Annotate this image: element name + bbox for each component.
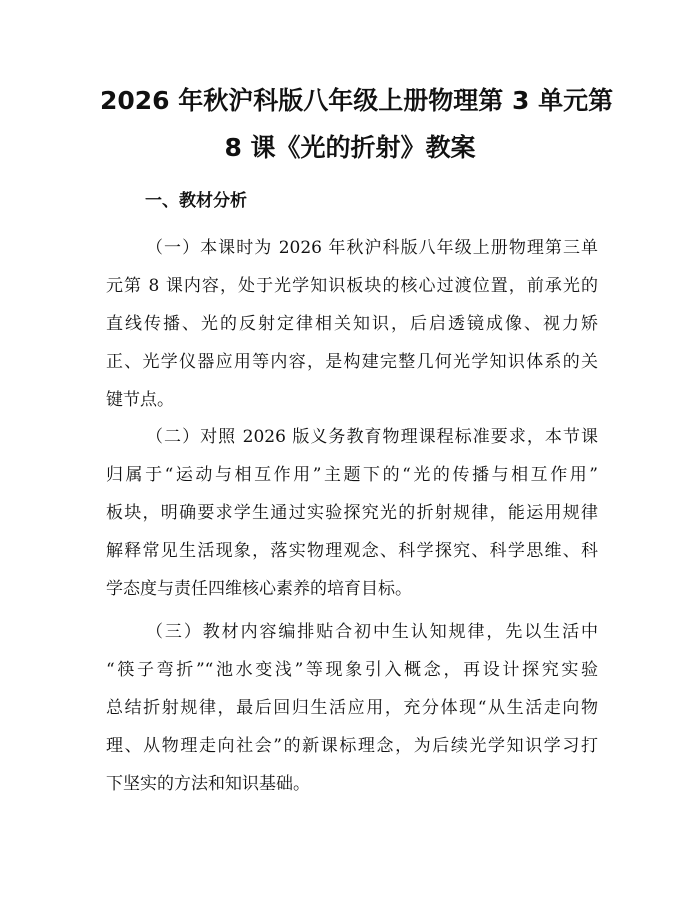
paragraph-line: 解释常见生活现象，落实物理观念、科学探究、科学思维、科 xyxy=(106,541,598,561)
paragraph-line: 键节点。 xyxy=(106,390,174,410)
paragraph-line: 学态度与责任四维核心素养的培育目标。 xyxy=(106,579,412,599)
document-title-line-2: 8 课《光的折射》教案 xyxy=(224,133,476,162)
paragraph-line: 元第 8 课内容，处于光学知识板块的核心过渡位置，前承光的 xyxy=(106,276,598,296)
paragraph-line: 归属于“运动与相互作用”主题下的“光的传播与相互作用” xyxy=(106,465,598,485)
paragraph-line: （三）教材内容编排贴合初中生认知规律，先以生活中 xyxy=(146,622,598,642)
paragraph-line: （一）本课时为 2026 年秋沪科版八年级上册物理第三单 xyxy=(146,238,598,258)
paragraph-line: 板块，明确要求学生通过实验探究光的折射规律，能运用规律 xyxy=(106,503,598,523)
paragraph-line: 理、从物理走向社会”的新课标理念，为后续光学知识学习打 xyxy=(106,736,598,756)
paragraph-line: 总结折射规律，最后回归生活应用，充分体现“从生活走向物 xyxy=(106,698,598,718)
paragraph-3 xyxy=(106,620,598,810)
paragraph-line: 下坚实的方法和知识基础。 xyxy=(106,774,310,794)
section-heading: 一、教材分析 xyxy=(145,191,247,211)
document-title-line-1: 2026 年秋沪科版八年级上册物理第 3 单元第 xyxy=(100,86,614,115)
paragraph-line: 正、光学仪器应用等内容，是构建完整几何光学知识体系的关 xyxy=(106,352,598,372)
paragraph-2 xyxy=(106,425,598,615)
paragraph-line: “筷子弯折”“池水变浅”等现象引入概念，再设计探究实验 xyxy=(106,660,598,680)
paragraph-1 xyxy=(106,236,598,426)
paragraph-line: 直线传播、光的反射定律相关知识，后启透镜成像、视力矫 xyxy=(106,314,598,334)
paragraph-line: （二）对照 2026 版义务教育物理课程标准要求，本节课 xyxy=(146,427,598,447)
